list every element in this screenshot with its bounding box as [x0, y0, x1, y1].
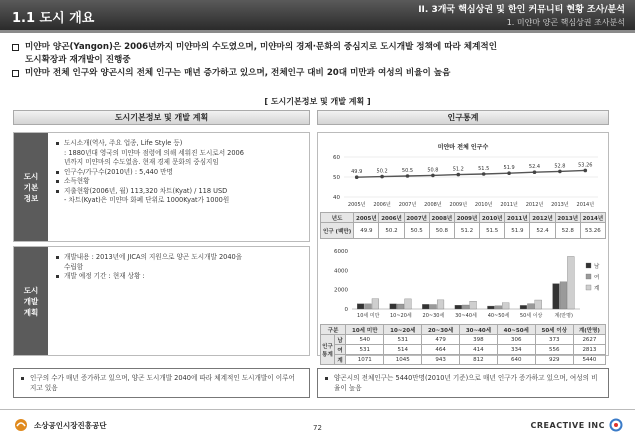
- chart-x-ticks: [357, 312, 573, 319]
- data-point: [355, 175, 359, 179]
- bar: [535, 300, 542, 309]
- summary-text: 미얀마 전체 인구와 양곤시의 전체 인구는 매년 증가하고 있으며, 전체인구 대비 20대 미만과 여성의 비율이 높음: [25, 68, 451, 78]
- x-tick-label: 2005년: [347, 202, 366, 208]
- chart-y-ticks: [333, 155, 340, 201]
- block-side-label: 도시 기본 정보: [14, 133, 48, 241]
- bullet-dot-icon: [56, 275, 59, 278]
- brand-logo-icon: [609, 418, 623, 432]
- table-cell: 2007년: [404, 213, 429, 223]
- table-cell: 943: [422, 355, 460, 365]
- table-cell: 51.9: [505, 223, 530, 239]
- bar: [422, 304, 429, 309]
- data-point: [482, 172, 486, 176]
- data-label: 51.9: [503, 165, 515, 172]
- bar: [390, 304, 397, 309]
- chart-bars: [357, 256, 574, 309]
- table-cell: 1045: [384, 355, 422, 365]
- table-cell: 계: [335, 355, 346, 365]
- table-cell: 2627: [573, 335, 605, 345]
- summary-text: 미얀마 양곤(Yangon)은 2006년까지 미얀마의 수도였으며, 미얀마의 경제·문화의 중심지로 도시개발 정책에 따라 체계적인: [25, 42, 498, 52]
- x-tick-label: 2007년: [398, 202, 417, 208]
- age-gender-bar-chart: [318, 245, 608, 323]
- y-tick-label: 2000: [334, 287, 348, 294]
- section-title: II. 3개국 핵심상권 및 한인 커뮤니티 현황 조사/분석: [418, 5, 625, 15]
- legend-swatch: [586, 285, 591, 290]
- table-cell: 2009년: [454, 213, 479, 223]
- table-cell: 373: [535, 335, 573, 345]
- x-tick-label: 50세 이상: [519, 313, 543, 319]
- bar: [470, 301, 477, 309]
- brand-logo: [531, 418, 623, 432]
- data-label: 50.2: [376, 168, 388, 175]
- y-tick-label: 0: [344, 307, 348, 313]
- table-cell: 2013년: [555, 213, 580, 223]
- data-point: [558, 170, 562, 174]
- chart-x-ticks: [348, 201, 594, 208]
- data-point: [584, 169, 588, 173]
- table-cell: 929: [535, 355, 573, 365]
- right-panel-heading: 인구통계: [317, 110, 609, 125]
- x-tick-label: 30~40세: [455, 313, 477, 319]
- bar: [560, 282, 567, 309]
- bullet-dot-icon: [56, 180, 59, 183]
- table-cell: 52.8: [555, 223, 580, 239]
- table-cell: 540: [346, 335, 384, 345]
- list-item: 개발내용 : 2013년에 JICA의 지원으로 양곤 도시개발 2040을: [56, 253, 305, 263]
- table-cell: 479: [422, 335, 460, 345]
- data-point: [431, 174, 435, 178]
- table-cell: 2010년: [480, 213, 505, 223]
- note-text: 양곤시의 전체인구는 5440만명(2010년 기준)으로 매년 인구가 증가하고 있으며, 여성의 비율이 높음: [334, 374, 598, 392]
- bullet-dot-icon: [56, 256, 59, 259]
- table-cell: 556: [535, 345, 573, 355]
- x-tick-label: 20~30세: [422, 313, 445, 319]
- table-cell: 40~50세: [497, 325, 535, 335]
- table-row: [321, 325, 606, 335]
- bar: [527, 304, 534, 309]
- chart-y-ticks: [334, 249, 349, 313]
- table-cell: 2011년: [505, 213, 530, 223]
- legend-swatch: [586, 263, 591, 268]
- data-label: 51.2: [452, 166, 464, 173]
- page-header: [0, 0, 635, 33]
- table-row: [321, 345, 606, 355]
- data-point: [380, 175, 384, 179]
- summary-text-continued: 도시확장과 재개발이 진행중: [25, 55, 131, 65]
- table-cell: 306: [497, 335, 535, 345]
- table-cell: 5440: [573, 355, 605, 365]
- table-cell: 50.8: [429, 223, 454, 239]
- table-cell: 구분: [321, 325, 346, 335]
- table-cell: 2008년: [429, 213, 454, 223]
- age-gender-table: [320, 324, 606, 365]
- header-underline: [0, 30, 635, 33]
- brand-name: CREACTIVE INC: [530, 420, 605, 430]
- table-cell: 414: [460, 345, 498, 355]
- section-label: [ 도시기본정보 및 개발 계획 ]: [264, 97, 371, 106]
- table-cell: 52.4: [530, 223, 555, 239]
- bullet-dot-icon: [21, 377, 24, 380]
- bar: [372, 299, 379, 309]
- list-item-detail: 수립함: [64, 262, 84, 271]
- y-tick-label: 4000: [334, 268, 348, 275]
- table-cell: 10세 미만: [346, 325, 384, 335]
- note-text: 인구의 수가 매년 증가하고 있으며, 양곤 도시개발 2040에 따라 체계적인 도시개발이 이루어 지고 있음: [30, 374, 295, 392]
- data-point: [533, 170, 537, 174]
- table-row: [321, 223, 606, 239]
- y-tick-label: 50: [333, 175, 340, 181]
- x-tick-label: 2010년: [474, 202, 493, 208]
- x-tick-label: 2006년: [373, 202, 391, 208]
- table-cell: 398: [460, 335, 498, 345]
- table-cell: 531: [384, 335, 422, 345]
- list-item: 개발 예정 기간 : 현재 상황 :: [56, 272, 305, 282]
- table-cell: 인구 (백만): [321, 223, 354, 239]
- x-tick-label: 계(만명): [554, 313, 573, 319]
- list-item: 지출현황(2006년, 월) 113,320 차트(Kyat) / 118 USD: [56, 187, 305, 197]
- city-development-plan-block: [13, 246, 310, 356]
- x-tick-label: 2009년: [449, 202, 468, 208]
- list-item: 도시소개(역사, 주요 업종, Life Style 등): [56, 139, 305, 149]
- table-cell: 2014년: [580, 213, 605, 223]
- y-tick-label: 40: [333, 195, 340, 201]
- x-tick-label: 10세 미만: [357, 313, 380, 319]
- bar: [430, 305, 437, 309]
- legend-label: 계: [594, 286, 600, 292]
- table-cell: 640: [497, 355, 535, 365]
- page-title: 1.1 도시 개요: [12, 11, 95, 26]
- legend-label: 여: [594, 275, 600, 281]
- table-cell: 2012년: [530, 213, 555, 223]
- table-cell: 51.2: [454, 223, 479, 239]
- table-cell: 50.2: [379, 223, 404, 239]
- data-label: 50.8: [427, 167, 439, 174]
- table-cell: 812: [460, 355, 498, 365]
- bullet-dot-icon: [56, 142, 59, 145]
- list-item-detail: : 1880년대 영국의 미얀마 점령에 의해 세워진 도시로서 2006: [64, 148, 244, 157]
- table-cell: 20~30세: [422, 325, 460, 335]
- footer-divider: [0, 409, 635, 410]
- table-cell: 50.5: [404, 223, 429, 239]
- data-point: [406, 174, 410, 178]
- x-tick-label: 40~50세: [487, 313, 510, 319]
- summary-bullet: [12, 67, 624, 80]
- table-cell: 53.26: [580, 223, 605, 239]
- table-cell: 년도: [321, 213, 354, 223]
- bar: [455, 305, 462, 309]
- bullet-dot-icon: [56, 190, 59, 193]
- total-population-line-chart: [318, 137, 608, 211]
- data-label: 53.26: [578, 162, 593, 169]
- x-tick-label: 2012년: [525, 202, 544, 208]
- data-label: 49.9: [351, 169, 363, 176]
- table-cell: 10~20세: [384, 325, 422, 335]
- table-cell: 30~40세: [460, 325, 498, 335]
- table-cell: 2006년: [379, 213, 404, 223]
- bar: [502, 303, 509, 309]
- table-cell: 남: [335, 335, 346, 345]
- y-tick-label: 60: [333, 155, 340, 161]
- left-summary-note: [13, 368, 310, 398]
- table-cell: 531: [346, 345, 384, 355]
- bar: [405, 299, 412, 309]
- bullet-dot-icon: [56, 171, 59, 174]
- square-bullet-icon: [12, 70, 19, 77]
- list-item-detail: - 차트(Kyat)은 미얀마 화폐 단위로 1000Kyat가 1000원: [64, 196, 230, 204]
- subsection-title: 1. 미얀마 양곤 핵심상권 조사분석: [506, 18, 625, 27]
- bar: [567, 256, 574, 309]
- data-label: 50.5: [401, 168, 414, 174]
- bar: [357, 304, 364, 309]
- block-side-label: 도시 개발 계획: [14, 247, 48, 355]
- x-tick-label: 2008년: [424, 202, 442, 208]
- table-cell: 51.5: [480, 223, 505, 239]
- bar: [437, 300, 444, 309]
- table-cell: 334: [497, 345, 535, 355]
- data-label: 52.8: [554, 163, 566, 170]
- left-panel-heading: 도시기본정보 및 개발 계획: [13, 110, 310, 125]
- data-label: 52.4: [528, 164, 541, 171]
- data-point: [507, 171, 511, 175]
- bar: [365, 304, 372, 309]
- bar: [553, 284, 560, 309]
- bar: [397, 304, 404, 309]
- bar: [520, 305, 527, 309]
- x-tick-label: 2014년: [576, 202, 595, 208]
- right-summary-note: [317, 368, 609, 398]
- table-cell: 2813: [573, 345, 605, 355]
- square-bullet-icon: [12, 44, 19, 51]
- x-tick-label: 2011년: [500, 202, 518, 208]
- table-cell: 464: [422, 345, 460, 355]
- table-row: [321, 335, 606, 345]
- table-row: [321, 355, 606, 365]
- block-content: [56, 139, 305, 206]
- list-item: 인구수/가구수(2010년) : 5,440 만명: [56, 168, 305, 178]
- page-number: 72: [313, 424, 322, 432]
- bar: [495, 306, 502, 309]
- city-info-panel: [13, 132, 310, 356]
- table-cell: 49.9: [354, 223, 379, 239]
- legend-swatch: [586, 274, 591, 279]
- chart-title: 미얀마 전체 인구수: [437, 144, 489, 151]
- block-content: [56, 253, 305, 282]
- org-name: 소상공인시장진흥공단: [34, 420, 107, 430]
- city-basic-info-block: [13, 132, 310, 242]
- table-cell: 1071: [346, 355, 384, 365]
- population-series-line: [357, 170, 586, 177]
- summary-bullets: [12, 41, 624, 80]
- list-item-detail: 년까지 미얀마의 수도였음. 현재 경제 문화의 중심지임: [64, 158, 219, 166]
- table-cell: 계(만명): [573, 325, 605, 335]
- bar: [487, 306, 494, 309]
- list-item: 소득현황: [56, 177, 305, 187]
- population-by-year-table: [320, 212, 606, 239]
- legend-label: 남: [594, 264, 600, 270]
- table-cell: 514: [384, 345, 422, 355]
- x-tick-label: 2013년: [551, 202, 569, 208]
- chart-value-labels: [351, 162, 592, 175]
- table-cell: 여: [335, 345, 346, 355]
- data-label: 51.5: [478, 166, 490, 172]
- table-cell: 인구 통계: [321, 335, 335, 365]
- data-point: [457, 173, 461, 177]
- y-tick-label: 6000: [334, 249, 348, 255]
- summary-bullet: [12, 41, 624, 54]
- population-stats-panel: [317, 132, 609, 364]
- chart-legend: [586, 262, 600, 292]
- table-cell: 50세 이상: [535, 325, 573, 335]
- table-row: [321, 213, 606, 223]
- table-cell: 2005년: [354, 213, 379, 223]
- bar: [462, 305, 469, 309]
- x-tick-label: 10~20세: [389, 313, 412, 319]
- bullet-dot-icon: [325, 377, 328, 380]
